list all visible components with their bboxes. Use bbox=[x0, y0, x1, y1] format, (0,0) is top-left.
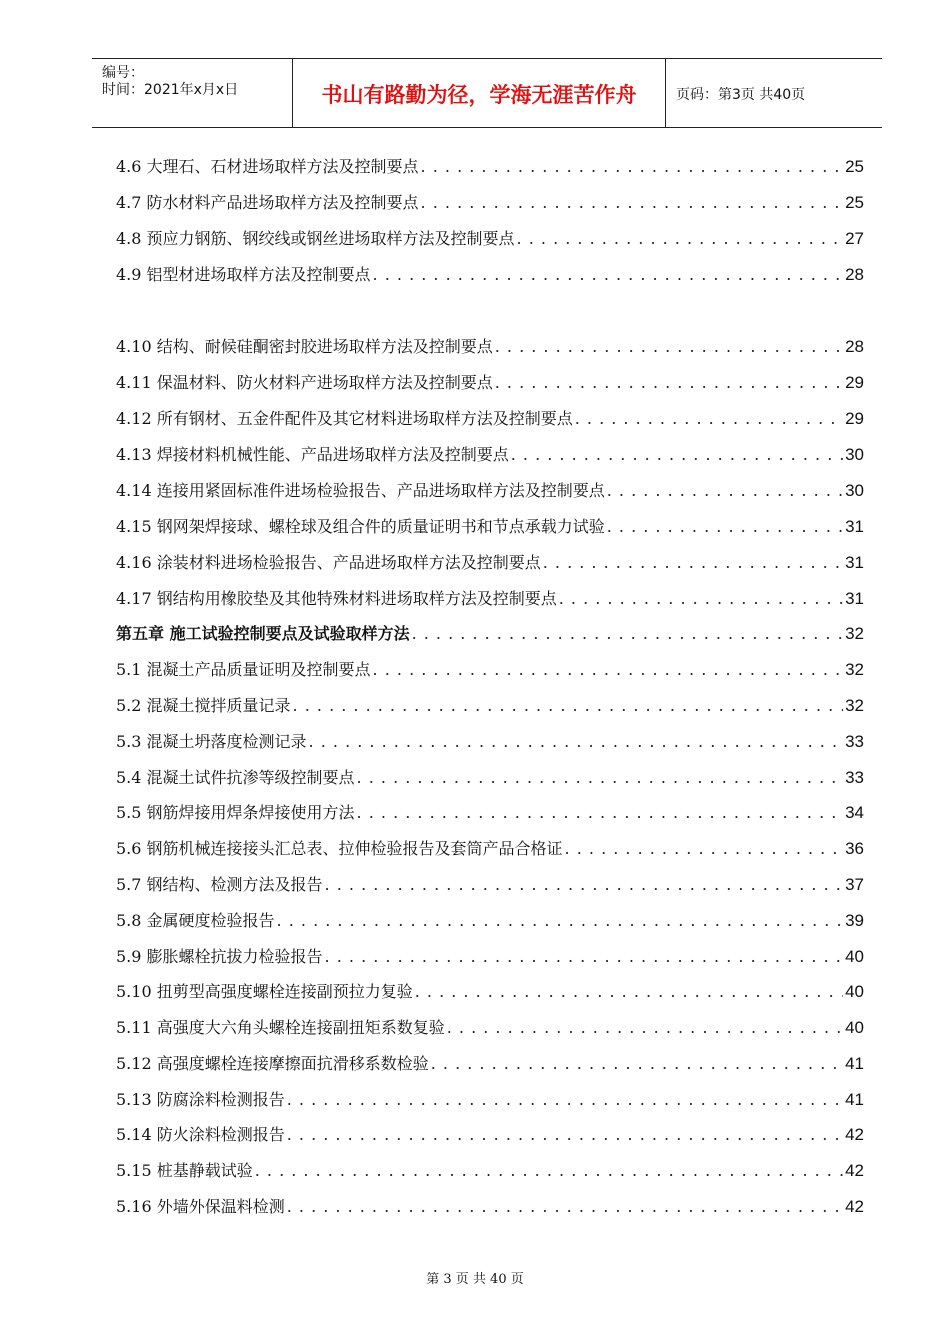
toc-dot-leader bbox=[412, 621, 844, 647]
header-page-info: 页码：第3页 共40页 bbox=[676, 87, 806, 103]
toc-entry[interactable] bbox=[116, 406, 864, 432]
toc-dot-leader bbox=[373, 262, 844, 288]
toc-entry-title: 5.13 防腐涂料检测报告 bbox=[116, 1090, 285, 1109]
toc-dot-leader bbox=[255, 1158, 843, 1184]
toc-page-number: 34 bbox=[845, 803, 864, 822]
toc-page-number: 28 bbox=[845, 265, 864, 284]
toc-entry[interactable] bbox=[116, 1051, 864, 1077]
toc-entry[interactable] bbox=[116, 442, 864, 468]
toc-page-number: 40 bbox=[845, 947, 864, 966]
toc-entry-title: 5.1 混凝土产品质量证明及控制要点 bbox=[116, 660, 371, 679]
toc-entry[interactable] bbox=[116, 586, 864, 612]
toc-entry-title: 4.14 连接用紧固标准件进场检验报告、产品进场取样方法及控制要点 bbox=[116, 481, 605, 500]
toc-entry[interactable] bbox=[116, 478, 864, 504]
toc-dot-leader bbox=[287, 1194, 843, 1220]
toc-entry-title: 5.6 钢筋机械连接接头汇总表、拉伸检验报告及套筒产品合格证 bbox=[116, 839, 563, 858]
toc-dot-leader bbox=[357, 765, 844, 791]
toc-dot-leader bbox=[287, 1122, 843, 1148]
toc-entry-title: 5.8 金属硬度检验报告 bbox=[116, 911, 275, 930]
toc-entry[interactable] bbox=[116, 550, 864, 576]
toc-entry[interactable] bbox=[116, 944, 864, 970]
toc-dot-leader bbox=[277, 908, 844, 934]
toc-page-number: 37 bbox=[845, 875, 864, 894]
toc-page-number: 42 bbox=[845, 1125, 864, 1144]
toc-dot-leader bbox=[373, 657, 844, 683]
toc-entry-title: 4.6 大理石、石材进场取样方法及控制要点 bbox=[116, 157, 419, 176]
toc-page-number: 32 bbox=[845, 660, 864, 679]
toc-dot-leader bbox=[447, 1015, 843, 1041]
toc-dot-leader bbox=[421, 154, 844, 180]
toc-dot-leader bbox=[607, 514, 843, 540]
document-number-label: 编号： bbox=[102, 65, 144, 81]
toc-entry-title: 5.7 钢结构、检测方法及报告 bbox=[116, 875, 323, 894]
toc-page-number: 30 bbox=[845, 481, 864, 500]
toc-page-number: 25 bbox=[845, 193, 864, 212]
toc-page-number: 28 bbox=[845, 337, 864, 356]
toc-entry[interactable] bbox=[116, 729, 864, 755]
toc-entry-title: 5.9 膨胀螺栓抗拔力检验报告 bbox=[116, 947, 323, 966]
toc-page-number: 31 bbox=[845, 589, 864, 608]
document-time-label: 时间：2021年x月x日 bbox=[102, 82, 239, 98]
toc-dot-leader bbox=[309, 729, 844, 755]
toc-entry-title: 4.8 预应力钢筋、钢绞线或钢丝进场取样方法及控制要点 bbox=[116, 229, 515, 248]
toc-entry[interactable] bbox=[116, 154, 864, 180]
toc-page-number: 30 bbox=[845, 445, 864, 464]
toc-page-number: 40 bbox=[845, 982, 864, 1001]
toc-page-number: 31 bbox=[845, 517, 864, 536]
toc-entry-title: 4.12 所有钢材、五金件配件及其它材料进场取样方法及控制要点 bbox=[116, 409, 573, 428]
toc-entry-title: 5.10 扭剪型高强度螺栓连接副预拉力复验 bbox=[116, 982, 413, 1001]
toc-entry[interactable] bbox=[116, 226, 864, 252]
toc-chapter-entry[interactable] bbox=[116, 621, 864, 647]
toc-entry-title: 4.9 铝型材进场取样方法及控制要点 bbox=[116, 265, 371, 284]
toc-page-number: 31 bbox=[845, 553, 864, 572]
toc-page-number: 32 bbox=[845, 696, 864, 715]
toc-entry-title: 5.14 防火涂料检测报告 bbox=[116, 1125, 285, 1144]
toc-entry-title: 5.2 混凝土搅拌质量记录 bbox=[116, 696, 291, 715]
toc-dot-leader bbox=[293, 693, 844, 719]
page-footer: 第 3 页 共 40 页 bbox=[426, 1272, 524, 1287]
toc-entry-title: 4.7 防水材料产品进场取样方法及控制要点 bbox=[116, 193, 419, 212]
toc-entry-title: 5.16 外墙外保温料检测 bbox=[116, 1197, 285, 1216]
toc-entry[interactable] bbox=[116, 1015, 864, 1041]
toc-entry[interactable] bbox=[116, 1194, 864, 1220]
toc-dot-leader bbox=[575, 406, 843, 432]
toc-entry[interactable] bbox=[116, 836, 864, 862]
toc-page-number: 40 bbox=[845, 1018, 864, 1037]
toc-dot-leader bbox=[431, 1051, 843, 1077]
toc-dot-leader bbox=[495, 370, 843, 396]
toc-entry-title: 5.3 混凝土坍落度检测记录 bbox=[116, 732, 307, 751]
toc-entry-title: 5.5 钢筋焊接用焊条焊接使用方法 bbox=[116, 803, 355, 822]
toc-dot-leader bbox=[357, 800, 844, 826]
toc-entry[interactable] bbox=[116, 1087, 864, 1113]
toc-dot-leader bbox=[325, 944, 844, 970]
header-page-cell bbox=[666, 59, 882, 127]
toc-dot-leader bbox=[517, 226, 844, 252]
toc-page-number: 29 bbox=[845, 373, 864, 392]
toc-page-number: 36 bbox=[845, 839, 864, 858]
toc-entry[interactable] bbox=[116, 190, 864, 216]
toc-entry[interactable] bbox=[116, 334, 864, 360]
toc-page-number: 39 bbox=[845, 911, 864, 930]
toc-page-number: 33 bbox=[845, 732, 864, 751]
toc-page-number: 41 bbox=[845, 1054, 864, 1073]
toc-entry[interactable] bbox=[116, 370, 864, 396]
toc-entry[interactable] bbox=[116, 765, 864, 791]
toc-entry-title: 4.15 钢网架焊接球、螺栓球及组合件的质量证明书和节点承载力试验 bbox=[116, 517, 605, 536]
toc-dot-leader bbox=[565, 836, 844, 862]
toc-dot-leader bbox=[495, 334, 843, 360]
toc-page-number: 29 bbox=[845, 409, 864, 428]
toc-dot-leader bbox=[607, 478, 843, 504]
toc-dot-leader bbox=[559, 586, 843, 612]
toc-page-number: 42 bbox=[845, 1197, 864, 1216]
toc-page-number: 25 bbox=[845, 157, 864, 176]
toc-entry-title: 4.10 结构、耐候硅酮密封胶进场取样方法及控制要点 bbox=[116, 337, 493, 356]
toc-entry-title: 5.4 混凝土试件抗渗等级控制要点 bbox=[116, 768, 355, 787]
header-motto: 书山有路勤为径，学海无涯苦作舟 bbox=[321, 83, 637, 107]
toc-dot-leader bbox=[415, 979, 843, 1005]
toc-entry[interactable] bbox=[116, 800, 864, 826]
toc-entry-title: 第五章 施工试验控制要点及试验取样方法 bbox=[116, 624, 410, 643]
toc-dot-leader bbox=[511, 442, 843, 468]
toc-entry[interactable] bbox=[116, 1158, 864, 1184]
toc-entry[interactable] bbox=[116, 908, 864, 934]
toc-entry-title: 4.13 焊接材料机械性能、产品进场取样方法及控制要点 bbox=[116, 445, 509, 464]
page-header bbox=[92, 58, 882, 128]
toc-entry-title: 4.11 保温材料、防火材料产进场取样方法及控制要点 bbox=[116, 373, 493, 392]
toc-entry-title: 5.12 高强度螺栓连接摩擦面抗滑移系数检验 bbox=[116, 1054, 429, 1073]
toc-dot-leader bbox=[543, 550, 843, 576]
header-meta-cell bbox=[92, 59, 293, 127]
toc-entry[interactable] bbox=[116, 657, 864, 683]
toc-dot-leader bbox=[325, 872, 844, 898]
toc-entry[interactable] bbox=[116, 979, 864, 1005]
toc-entry-title: 4.16 涂装材料进场检验报告、产品进场取样方法及控制要点 bbox=[116, 553, 541, 572]
toc-page-number: 42 bbox=[845, 1161, 864, 1180]
toc-page-number: 33 bbox=[845, 768, 864, 787]
toc-page-number: 41 bbox=[845, 1090, 864, 1109]
toc-entry[interactable] bbox=[116, 262, 864, 288]
header-motto-cell bbox=[293, 59, 666, 127]
toc-entry-title: 5.11 高强度大六角头螺栓连接副扭矩系数复验 bbox=[116, 1018, 445, 1037]
toc-dot-leader bbox=[421, 190, 844, 216]
toc-entry[interactable] bbox=[116, 1122, 864, 1148]
toc-entry[interactable] bbox=[116, 872, 864, 898]
toc-entry[interactable] bbox=[116, 514, 864, 540]
toc-page-number: 32 bbox=[845, 624, 864, 643]
toc-page-number: 27 bbox=[845, 229, 864, 248]
toc-entry-title: 4.17 钢结构用橡胶垫及其他特殊材料进场取样方法及控制要点 bbox=[116, 589, 557, 608]
toc-dot-leader bbox=[287, 1087, 843, 1113]
toc-entry-title: 5.15 桩基静载试验 bbox=[116, 1161, 253, 1180]
toc-entry[interactable] bbox=[116, 693, 864, 719]
